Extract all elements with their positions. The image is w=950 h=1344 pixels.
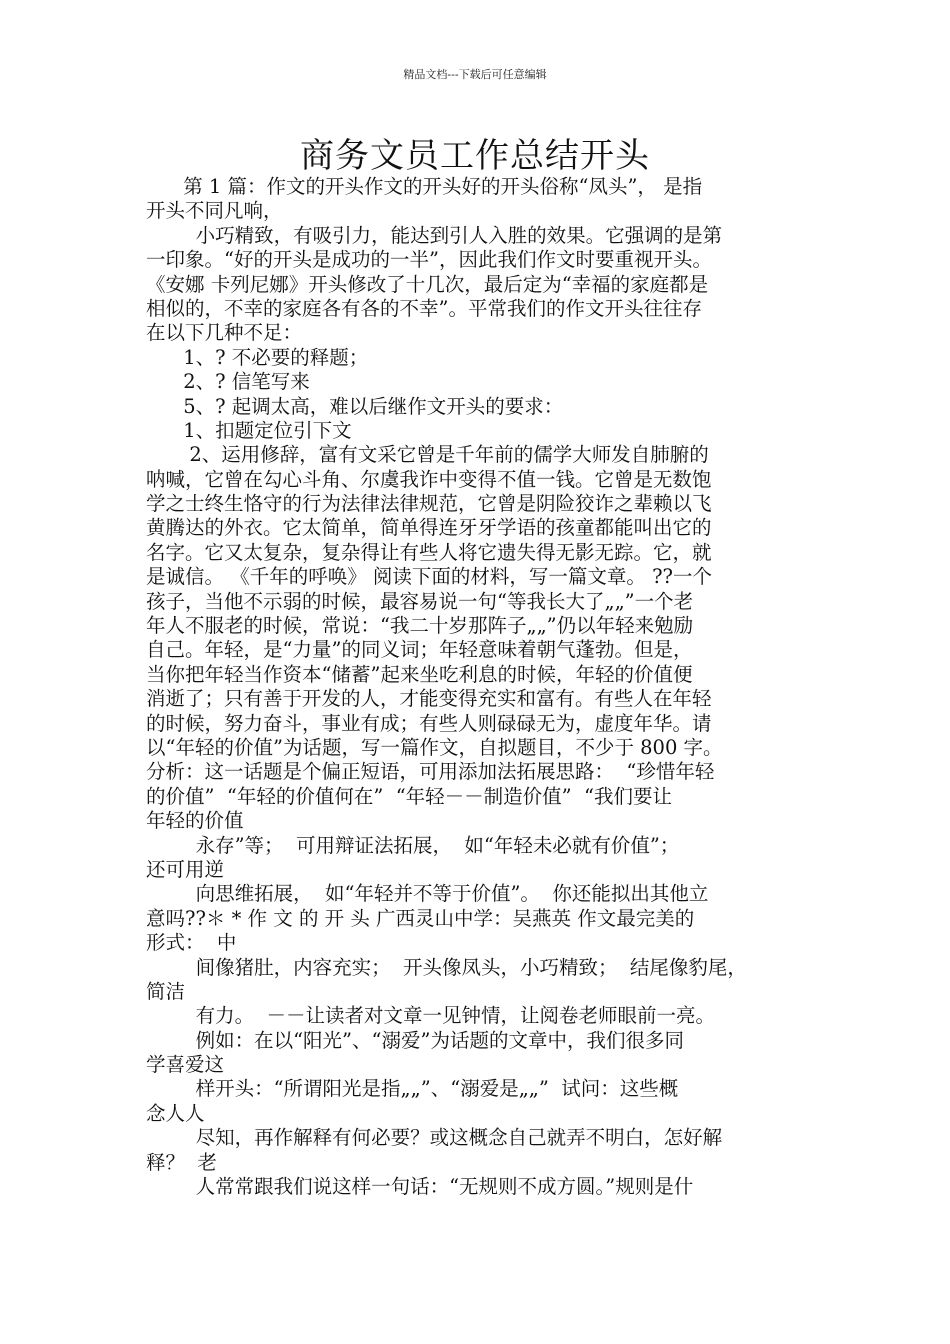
- body-line: 第 1 篇：作文的开头作文的开头好的开头俗称“凤头”， 是指: [146, 175, 703, 198]
- body-line: 消逝了；只有善于开发的人，才能变得充实和富有。有些人在年轻: [146, 687, 712, 711]
- body-line: 的时候，努力奋斗，事业有成；有些人则碌碌无为，虚度年华。请: [146, 711, 712, 735]
- document-title: 商务文员工作总结开头: [300, 136, 650, 176]
- body-line: 是诚信。 《千年的呼唤》 阅读下面的材料，写一篇文章。 ??一个: [146, 565, 713, 589]
- body-line: 样开头：“所谓阳光是指„„”、“溺爱是„„” 试问：这些概: [146, 1077, 679, 1101]
- body-line: 自己。年轻，是“力量”的同义词；年轻意味着朝气蓬勃。但是，: [146, 638, 693, 662]
- body-line: 间像猪肚，内容充实； 开头像凤头，小巧精致； 结尾像豹尾，: [146, 955, 747, 979]
- body-line: 年人不服老的时候，常说：“我二十岁那阵子„„”仍以年轻来勉励: [146, 614, 694, 638]
- header-watermark: 精品文档---下载后可任意编辑: [403, 68, 547, 81]
- body-line: 2、运用修辞，富有文采它曾是千年前的儒学大师发自肺腑的: [146, 443, 709, 467]
- body-line: 学喜爱这: [146, 1053, 225, 1077]
- body-line: 相似的，不幸的家庭各有各的不幸”。平常我们的作文开头往往存: [146, 296, 702, 320]
- body-line: 向思维拓展， 如“年轻并不等于价值”。 你还能拟出其他立: [146, 882, 709, 906]
- body-line: 分析：这一话题是个偏正短语，可用添加法拓展思路： “珍惜年轻: [146, 760, 715, 784]
- body-line: 名字。它又太复杂，复杂得让有些人将它遗失得无影无踪。它，就: [146, 540, 712, 564]
- body-line: 的价值” “年轻的价值何在” “年轻－－制造价值” “我们要让: [146, 784, 673, 808]
- body-line: 1、扣题定位引下文: [146, 418, 352, 442]
- body-line: 1、? 不必要的释题；: [146, 345, 369, 369]
- body-line: 在以下几种不足：: [146, 321, 303, 345]
- body-line: 意吗??＊ * 作 文 的 开 头 广西灵山中学：吴燕英 作文最完美的: [146, 906, 695, 930]
- body-line: 开头不同凡响，: [146, 199, 283, 223]
- body-line: 2、? 信笔写来: [146, 370, 310, 394]
- body-line: 一印象。“好的开头是成功的一半”，因此我们作文时要重视开头。: [146, 248, 712, 272]
- body-line: 尽知，再作解释有何必要？或这概念自己就弄不明白，怎好解: [146, 1126, 723, 1150]
- body-line: 简洁: [146, 979, 186, 1003]
- body-line: 释？ 老: [146, 1150, 217, 1174]
- body-line: 孩子，当他不示弱的时候，最容易说一句“等我长大了„„”一个老: [146, 589, 694, 613]
- body-line: 以“年轻的价值”为话题，写一篇作文，自拟题目，不少于 800 字。: [146, 735, 723, 759]
- body-line: 学之士终生恪守的行为法律法律规范，它曾是阴险狡诈之辈赖以飞: [146, 492, 712, 516]
- body-line: 还可用逆: [146, 857, 225, 881]
- body-line: 永存”等； 可用辩证法拓展， 如“年轻未必就有价值”；: [146, 833, 680, 857]
- body-line: 念人人: [146, 1101, 205, 1125]
- body-line: 例如：在以“阳光”、“溺爱”为话题的文章中，我们很多同: [146, 1028, 684, 1052]
- body-line: 小巧精致，有吸引力，能达到引人入胜的效果。它强调的是第: [146, 223, 723, 247]
- body-line: 呐喊，它曾在勾心斗角、尔虞我诈中变得不值一钱。它曾是无数饱: [146, 467, 712, 491]
- body-line: 当你把年轻当作资本“储蓄”起来坐吃利息的时候，年轻的价值便: [146, 662, 693, 686]
- body-line: 人常常跟我们说这样一句话：“无规则不成方圆。”规则是什: [146, 1175, 694, 1199]
- body-line: 《安娜 卡列尼娜》开头修改了十几次，最后定为“幸福的家庭都是: [146, 272, 709, 296]
- body-line: 年轻的价值: [146, 809, 244, 833]
- body-line: 5、? 起调太高，难以后继作文开头的要求：: [146, 394, 564, 418]
- body-line: 有力。 －－让读者对文章一见钟情，让阅卷老师眼前一亮。: [146, 1004, 715, 1028]
- body-line: 黄腾达的外衣。它太简单，简单得连牙牙学语的孩童都能叫出它的: [146, 516, 712, 540]
- body-line: 形式： 中: [146, 931, 237, 955]
- document-body: [146, 175, 808, 1199]
